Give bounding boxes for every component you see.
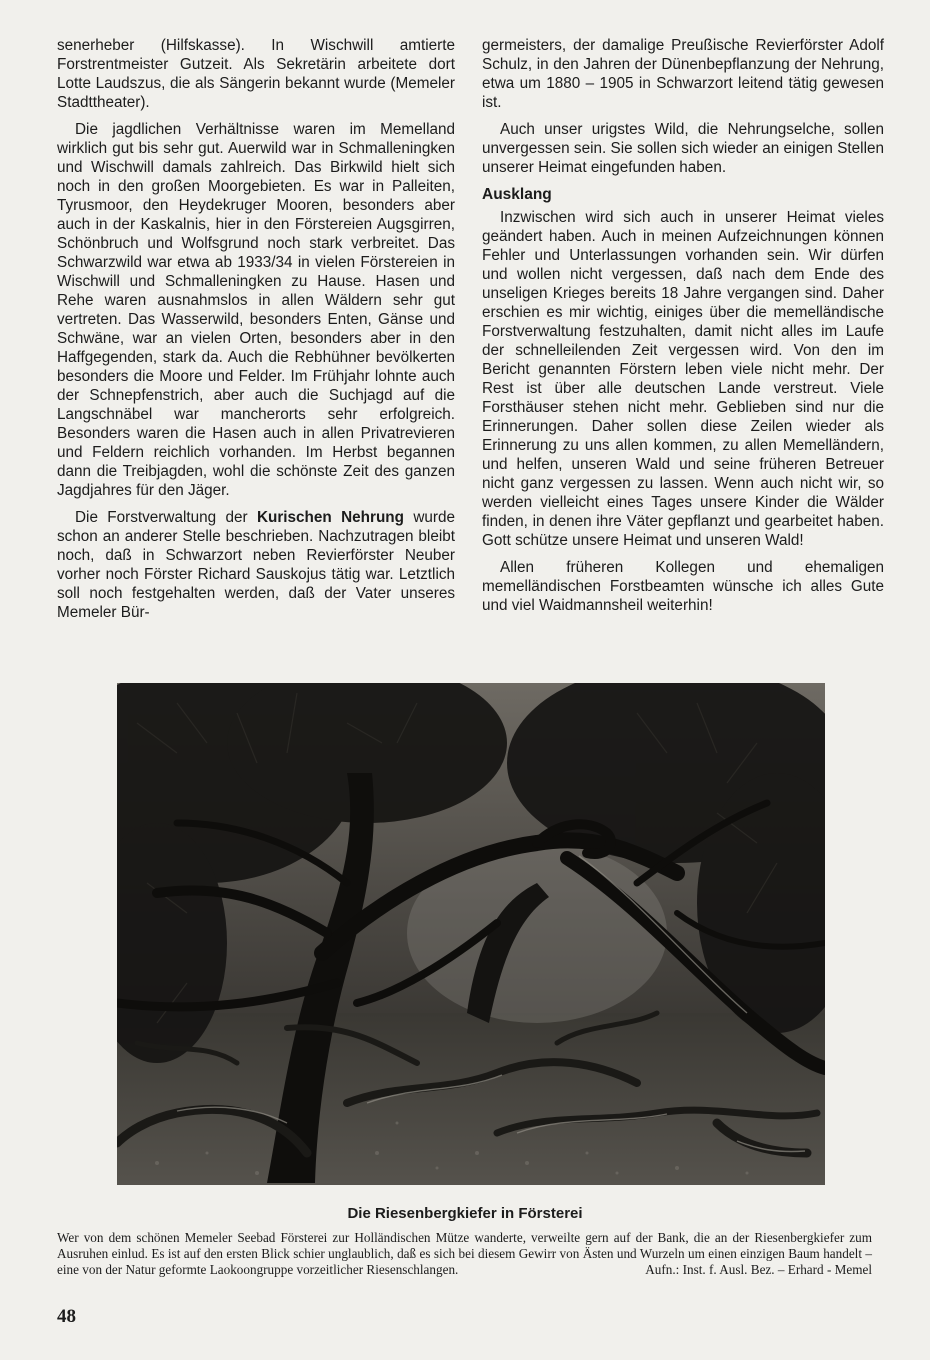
left-paragraph-3-start: Die Forstverwaltung der	[75, 509, 257, 526]
closing-paragraph-2: Allen früheren Kollegen und ehemaligen memelländischen Forstbeamten wünsche ich alles Gute und viel Waidmannsheil weiterhin!	[482, 559, 884, 614]
left-paragraph-1: senerheber (Hilfskasse). In Wischwill amtierte Forstrentmeister Gutzeit. Als Sekretärin arbeitete dort Lotte Laudszus, die als Sängerin bekannt wurde (Memeler Stadttheater).	[57, 37, 455, 111]
page-number: 48	[57, 1306, 76, 1327]
right-text-column	[482, 36, 884, 615]
left-paragraph-3	[57, 508, 455, 622]
right-paragraph-1: germeisters, der damalige Preußische Revierförster Adolf Schulz, in den Jahren der Dünenbepflanzung der Nehrung, etwa um 1880 – 1905 in Schwarzort leitend tätig gewesen ist.	[482, 37, 884, 111]
photo-credit: Aufn.: Inst. f. Ausl. Bez. – Erhard - Memel	[645, 1262, 872, 1277]
kurische-nehrung-emphasis: Kurischen Nehrung	[256, 509, 404, 526]
figure-title: Die Riesenbergkiefer in Försterei	[347, 1205, 583, 1222]
figure-caption	[57, 1230, 872, 1278]
left-paragraph-2: Die jagdlichen Verhältnisse waren im Memelland wirklich gut bis sehr gut. Auerwild war in Schmalleningken und Wischwill damals zahlreich. Das Birkwild hielt sich noch in den großen Moorgebieten. Es war in Palleiten, Tyrusmoor, den Heydekruger Mooren, besonders aber auch in der Kaskalnis, hier in den Förstereien Augsgirren, Schönbruch und Wolfsgrund noch stark verbreitet. Das Schwarzwild war etwa ab 1933/34 in vielen Förstereien in Wischwill und Schmalleningken zu Hause. Hasen und Rehe waren ausnahmslos in allen Wäldern sehr gut vertreten. Das Wasserwild, besonders Enten, Gänse und Schwäne, war an vielen Orten, besonders aber in den Haffgegenden, stark da. Auch die Rebhühner bevölkerten besonders die Moore und Felder. Im Frühjahr lohnte auch der Schnepfenstrich, aber auch die Suchjagd auf die Langschnäbel war mancherorts sehr erfolgreich. Besonders waren die Hasen auch in allen Privatrevieren und Feldern reichlich vorhanden. Im Herbst begannen dann die Treibjagden, wohl die schönste Zeit des ganzen Jagdjahres für den Jäger.	[57, 121, 455, 499]
left-paragraph-3-end: wurde schon an anderer Stelle beschrieben. Nachzutragen bleibt noch, daß in Schwarzort neben Revierförster Neuber vorher noch Förster Richard Sauskojus tätig war. Letztlich soll noch festgehalten werden, daß der Vater unseres Memeler Bür-	[57, 509, 455, 621]
pine-tree-photograph	[117, 683, 825, 1185]
section-heading-ausklang: Ausklang	[482, 186, 552, 203]
left-text-column	[57, 36, 455, 622]
closing-paragraph-1: Inzwischen wird sich auch in unserer Heimat vieles geändert haben. Auch in meinen Aufzeichnungen können Fehler und Unterlassungen vorhanden sein. Wir dürfen und wollen nicht vergessen, daß nach dem Ende des unseligen Krieges bereits 18 Jahre vergangen sind. Daher erschien es mir wichtig, einiges über die memelländische Forstverwaltung festzuhalten, damit nicht alles im Laufe der schnelleilenden Zeit vergessen wird. Von den im Bericht genannten Förstern leben viele nicht mehr. Der Rest ist über alle deutschen Lande verstreut. Viele Forsthäuser stehen nicht mehr. Geblieben sind nur die Erinnerungen. Daher sollen diese Zeilen wieder als Erinnerung zu uns allen kommen, zu allen Memelländern, und helfen, unseren Wald und seine früheren Betreuer nicht ganz vergessen zu lassen. Wenn auch nicht wir, so werden vielleicht eines Tages unsere Kinder die Wälder finden, in denen ihre Väter gepflanzt und gearbeitet haben. Gott schütze unsere Heimat und unseren Wald!	[482, 209, 884, 549]
tree-photo-illustration	[117, 683, 825, 1185]
figure-caption-text: Wer von dem schönen Memeler Seebad Försterei zur Holländischen Mütze wanderte, verweilte gern auf der Bank, die an der Riesenbergkiefer zum Ausruhen einlud. Es ist auf den ersten Blick schier unglaublich, daß es sich bei diesem Gewirr von Ästen und Wurzeln um einen einzigen Baum handelt – eine von der Natur geformte Laokoongruppe vorzeitlicher Riesenschlangen.	[57, 1230, 872, 1277]
right-paragraph-2: Auch unser urigstes Wild, die Nehrungselche, sollen unvergessen sein. Sie sollen sich wieder an einigen Stellen unserer Heimat eingefunden haben.	[482, 121, 884, 176]
